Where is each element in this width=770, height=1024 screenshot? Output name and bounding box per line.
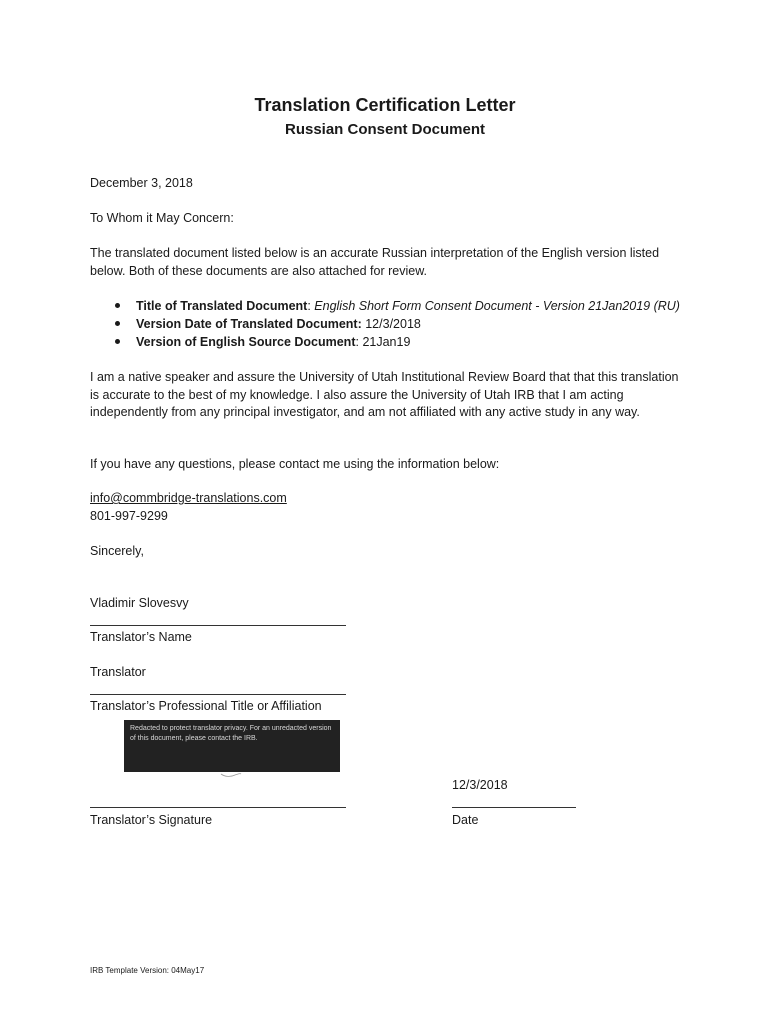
name-signature-line [90, 625, 346, 626]
contact-prompt: If you have any questions, please contact me using the information below: [90, 457, 500, 471]
bullet-label: Title of Translated Document [136, 299, 308, 313]
bullet-label: Version of English Source Document [136, 335, 356, 349]
page-subtitle: Russian Consent Document [284, 121, 486, 138]
assurance-paragraph: I am a native speaker and assure the University of Utah Institutional Review Board that that this translation is accurate to the best of my knowledge. I also assure the University of Utah IRB that I am acting independently from any principal investigator, and am not affiliated with any active study in any way. [90, 370, 679, 419]
signature-label: Translator’s Signature [90, 813, 213, 827]
name-label: Translator’s Name [90, 630, 192, 644]
salutation: To Whom it May Concern: [90, 211, 234, 225]
list-item: Version of English Source Document: 21Jan19 [90, 333, 690, 351]
date-line [452, 807, 576, 808]
bullet-label: Version Date of Translated Document: [136, 317, 362, 331]
list-item [90, 315, 690, 333]
letter-date: December 3, 2018 [90, 176, 193, 190]
bullet-value: English Short Form Consent Document - Version 21Jan2019 (RU) [314, 299, 680, 313]
translator-title: Translator [90, 665, 146, 679]
phone-number: 801-997-9299 [90, 509, 168, 523]
bullet-value: 21Jan19 [362, 335, 411, 349]
title-label: Translator’s Professional Title or Affiliation [90, 699, 322, 713]
template-version-footer: IRB Template Version: 04May17 [90, 966, 205, 975]
signature-trace-icon [220, 768, 242, 778]
redaction-box: Redacted to protect translator privacy. For an unredacted version of this document, please contact the IRB. [124, 720, 340, 772]
date-label: Date [452, 813, 479, 827]
bullet-value: 12/3/2018 [365, 317, 421, 331]
translator-name: Vladimir Slovesvy [90, 596, 189, 610]
document-details-list [90, 297, 690, 351]
email-link[interactable]: info@commbridge-translations.com [90, 491, 287, 505]
list-item: Title of Translated Document: English Short Form Consent Document - Version 21Jan2019 (RU) [90, 297, 690, 315]
closing: Sincerely, [90, 544, 144, 558]
page-title: Translation Certification Letter [254, 95, 516, 115]
intro-paragraph: The translated document listed below is an accurate Russian interpretation of the English version listed below. Both of these documents are also attached for review. [90, 246, 660, 278]
signature-date: 12/3/2018 [452, 778, 508, 792]
title-signature-line [90, 694, 346, 695]
signature-line [90, 807, 346, 808]
